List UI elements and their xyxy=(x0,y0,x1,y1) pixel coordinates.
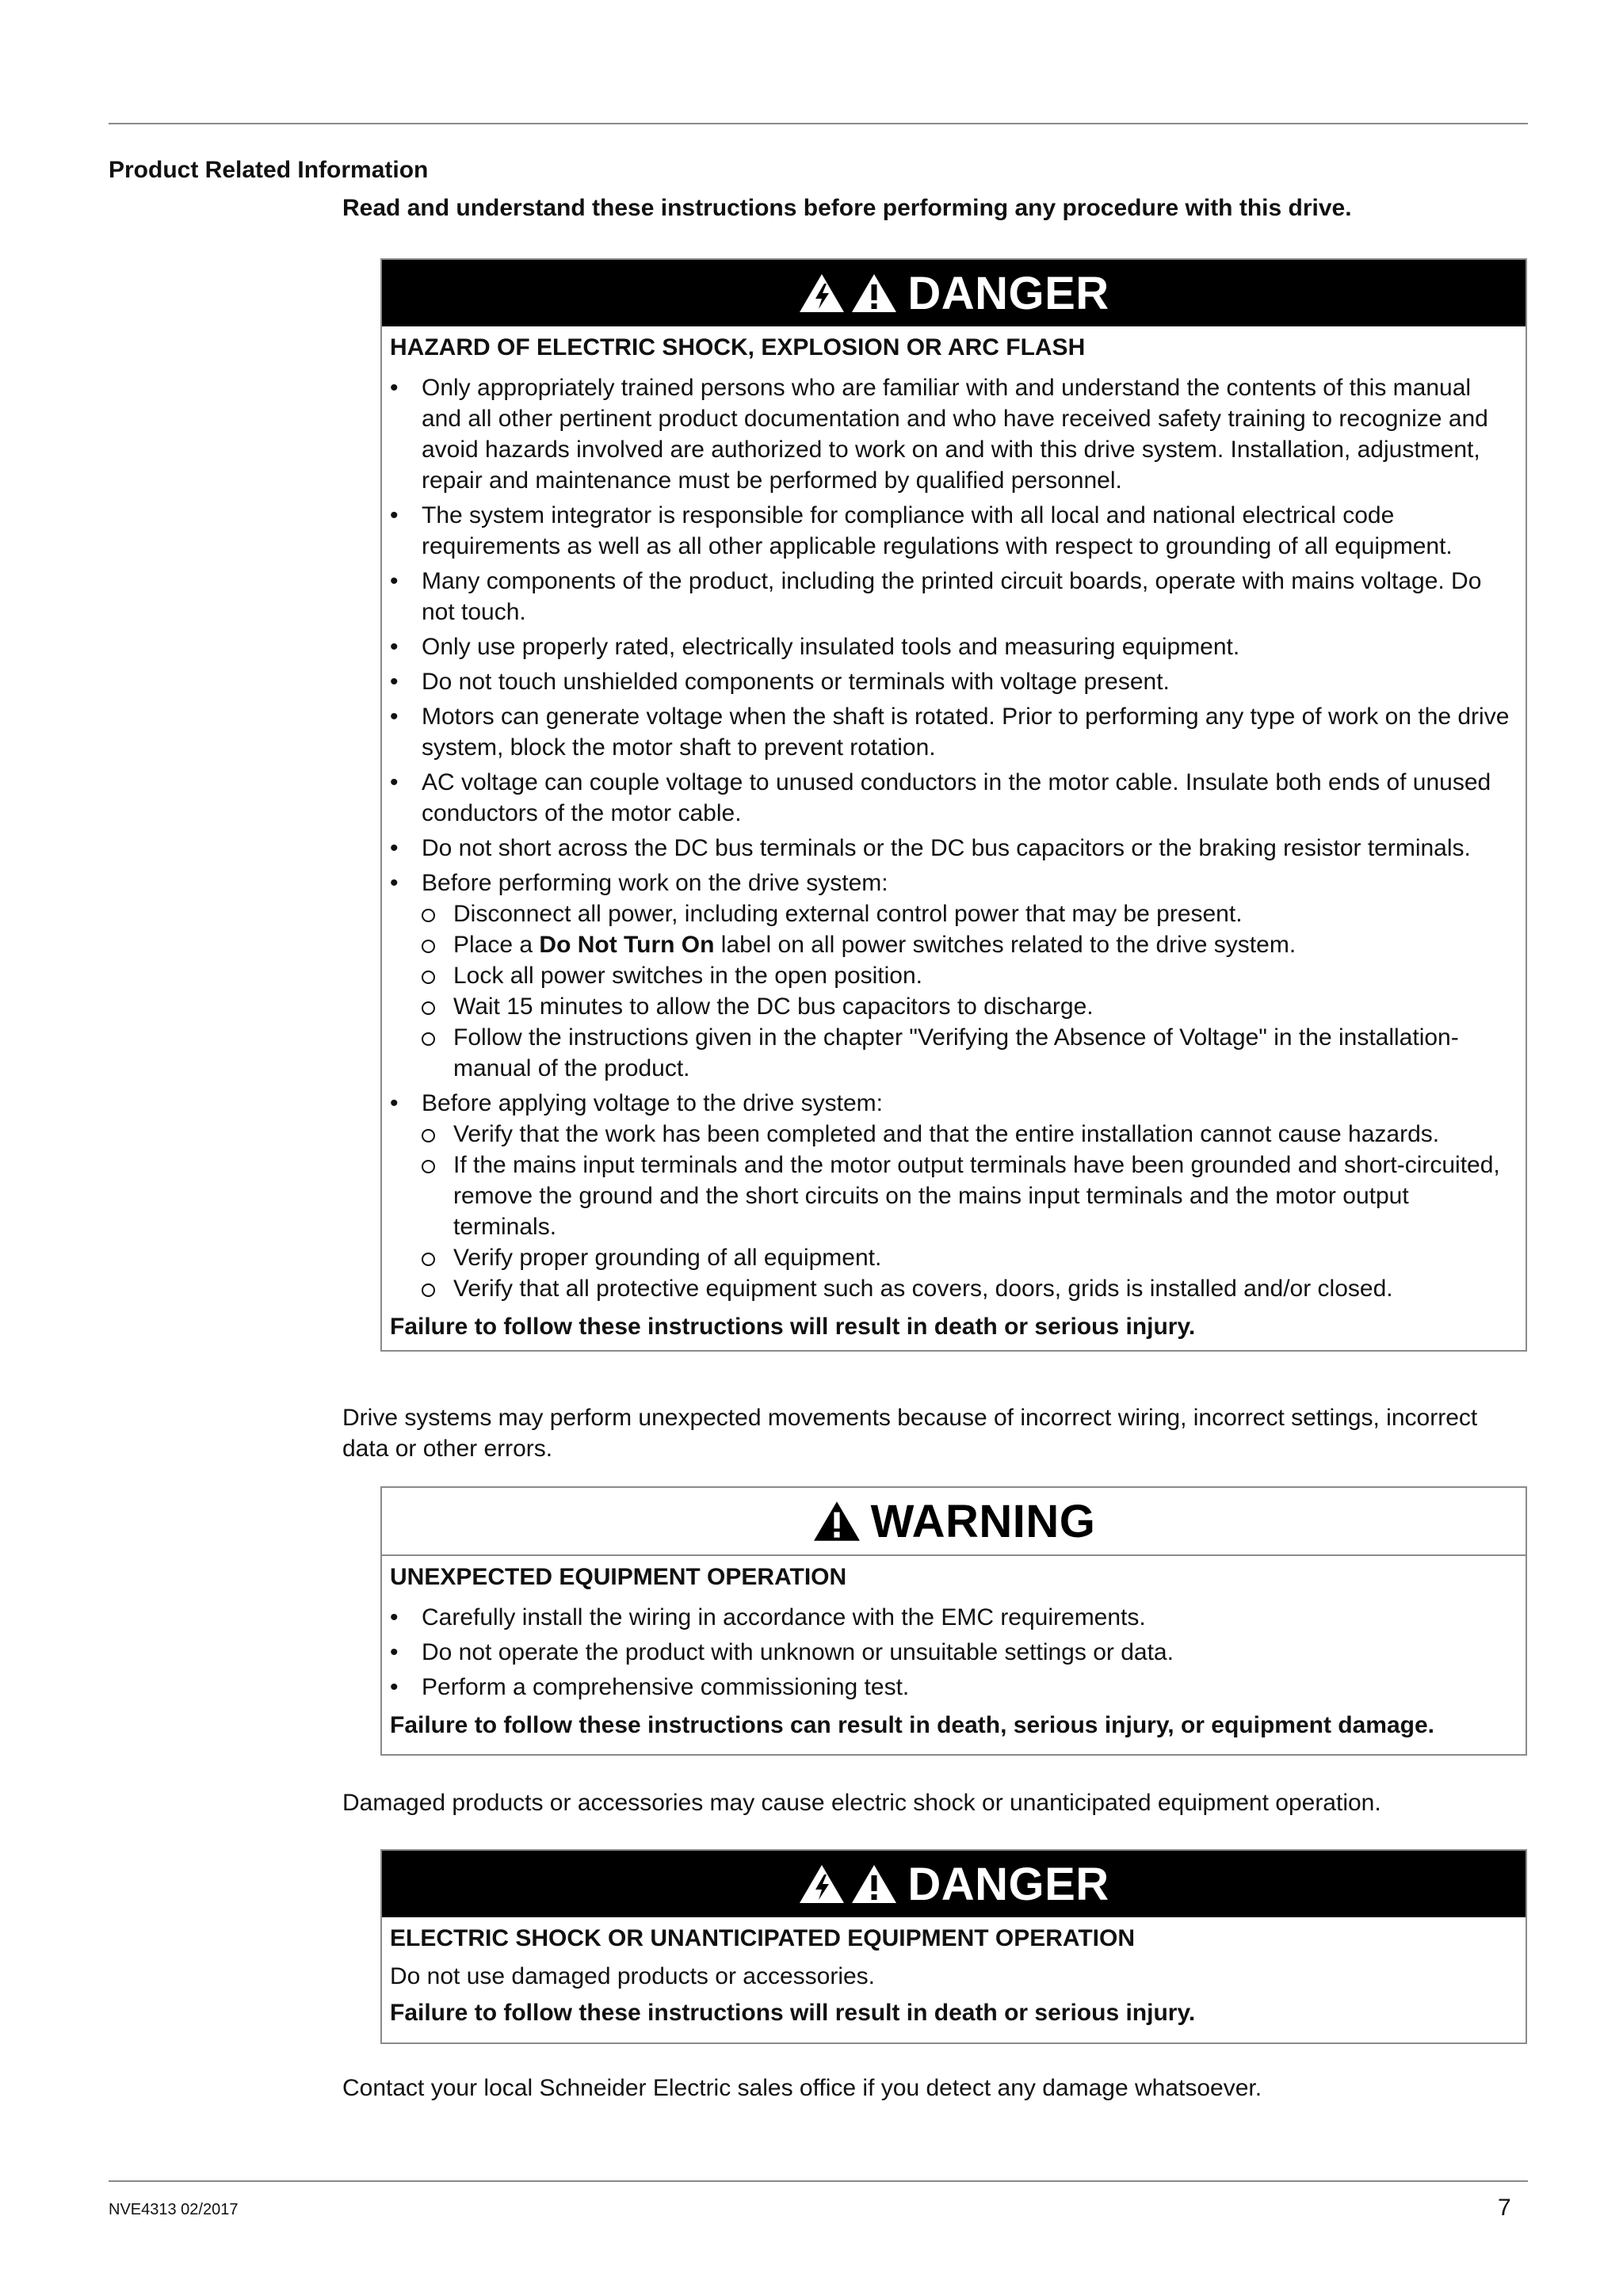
signal-word: DANGER xyxy=(907,1858,1109,1910)
body-paragraph: Drive systems may perform unexpected movements because of incorrect wiring, incorrect settings, incorrect data or other errors. xyxy=(342,1405,1478,1462)
consequence-statement: Failure to follow these instructions will result in death or serious injury. xyxy=(390,2000,1196,2026)
header-rule xyxy=(109,123,1528,124)
sub-list xyxy=(422,1119,1511,1304)
sub-list-item: Disconnect all power, including external control power that may be present. xyxy=(453,898,1511,929)
danger-banner xyxy=(382,1851,1526,1917)
danger-box-damaged-products xyxy=(380,1849,1527,2044)
sub-list xyxy=(422,898,1511,1084)
warning-triangle-icon xyxy=(812,1500,861,1543)
list-item: • Motors can generate voltage when the shaft is rotated. Prior to performing any type of work on the drive system, block the motor shaft to prevent rotation. xyxy=(390,704,1510,761)
hazard-title: HAZARD OF ELECTRIC SHOCK, EXPLOSION OR ARC FLASH xyxy=(390,334,1086,360)
list-item: • Carefully install the wiring in accordance with the EMC requirements. xyxy=(390,1604,1146,1630)
list-item: • Before applying voltage to the drive system: Verify that the work has been completed and that the entire installation cannot cause hazards. If the mains input terminals and the motor output terminals have been grounded and short-circuited, remove the ground and the short circuits on the mains input terminals and the motor output terminals. Verify proper grounding of all equipment. Verify that all protective equipment such as covers, doors, grids is installed and/or closed. xyxy=(422,1088,1511,1304)
danger-box-electric-shock xyxy=(380,258,1527,1352)
list-item: • AC voltage can couple voltage to unused conductors in the motor cable. Insulate both ends of unused conductors of the motor cable. xyxy=(390,769,1491,826)
section-title: Product Related Information xyxy=(109,157,429,183)
sub-list-item: Verify that the work has been completed and that the entire installation cannot cause hazards. xyxy=(453,1119,1511,1150)
list-item: • Before performing work on the drive system: Disconnect all power, including external control power that may be present. Place a Do Not Turn On label on all power switches related to the drive system. Lock all power switches in the open position. Wait 15 minutes to allow the DC bus capacitors to discharge. Follow the instructions given in the chapter "Verifying the Absence of Voltage" in the installation-manual of the product. xyxy=(422,868,1511,1084)
warning-box-unexpected-operation xyxy=(380,1486,1527,1756)
body-paragraph: Contact your local Schneider Electric sales office if you detect any damage whatsoever. xyxy=(342,2075,1262,2101)
list-item: • Many components of the product, including the printed circuit boards, operate with mains voltage. Do not touch. xyxy=(390,568,1482,625)
warning-banner xyxy=(382,1488,1526,1556)
electric-shock-warning-icon xyxy=(798,1863,846,1905)
page-number: 7 xyxy=(1498,2195,1511,2221)
signal-word: WARNING xyxy=(870,1495,1096,1547)
list-item: • Perform a comprehensive commissioning test. xyxy=(390,1674,910,1700)
instruction-text: Do not use damaged products or accessories. xyxy=(390,1963,875,1989)
list-item: • Only use properly rated, electrically insulated tools and measuring equipment. xyxy=(390,634,1240,660)
bullet-list xyxy=(382,1602,1526,1703)
electric-shock-warning-icon xyxy=(798,273,846,314)
list-item: • Do not touch unshielded components or terminals with voltage present. xyxy=(390,669,1170,695)
warning-triangle-icon xyxy=(850,1863,898,1905)
signal-word: DANGER xyxy=(907,267,1109,319)
body-paragraph: Damaged products or accessories may cause electric shock or unanticipated equipment operation. xyxy=(342,1790,1381,1816)
sub-list-item: Verify proper grounding of all equipment. xyxy=(453,1242,1511,1273)
sub-list-item: Verify that all protective equipment such as covers, doors, grids is installed and/or closed. xyxy=(453,1273,1511,1304)
consequence-statement: Failure to follow these instructions can result in death, serious injury, or equipment damage. xyxy=(390,1712,1435,1738)
bullet-list xyxy=(382,372,1526,1304)
hazard-title: ELECTRIC SHOCK OR UNANTICIPATED EQUIPMENT OPERATION xyxy=(390,1925,1136,1951)
do-not-turn-on-label: Do Not Turn On xyxy=(539,932,715,958)
sub-list-item: Wait 15 minutes to allow the DC bus capacitors to discharge. xyxy=(453,991,1511,1022)
sub-list-item: Place a Do Not Turn On label on all power switches related to the drive system. xyxy=(453,929,1511,960)
hazard-title: UNEXPECTED EQUIPMENT OPERATION xyxy=(390,1564,847,1590)
sub-list-item: Lock all power switches in the open position. xyxy=(453,960,1511,991)
document-id: NVE4313 02/2017 xyxy=(109,2201,239,2218)
list-item: • The system integrator is responsible for compliance with all local and national electrical code requirements as well as all other applicable regulations with respect to grounding of all equipment. xyxy=(390,502,1453,559)
sub-list-item: Follow the instructions given in the chapter "Verifying the Absence of Voltage" in the installation-manual of the product. xyxy=(453,1022,1511,1084)
list-item: • Only appropriately trained persons who are familiar with and understand the contents of this manual and all other pertinent product documentation and who have received safety training to recognize and avoid hazards involved are authorized to work on and with this drive system. Installation, adjustment, repair and maintenance must be performed by qualified personnel. xyxy=(390,375,1488,494)
sub-list-item: If the mains input terminals and the motor output terminals have been grounded and short-circuited, remove the ground and the short circuits on the mains input terminals and the motor output terminals. xyxy=(453,1150,1511,1242)
list-item: • Do not operate the product with unknown or unsuitable settings or data. xyxy=(390,1639,1174,1665)
danger-banner xyxy=(382,260,1526,326)
list-item: • Do not short across the DC bus terminals or the DC bus capacitors or the braking resistor terminals. xyxy=(390,835,1471,861)
intro-text: Read and understand these instructions before performing any procedure with this drive. xyxy=(342,195,1352,221)
warning-triangle-icon xyxy=(850,273,898,314)
consequence-statement: Failure to follow these instructions will result in death or serious injury. xyxy=(390,1314,1196,1340)
footer-rule xyxy=(109,2180,1528,2182)
